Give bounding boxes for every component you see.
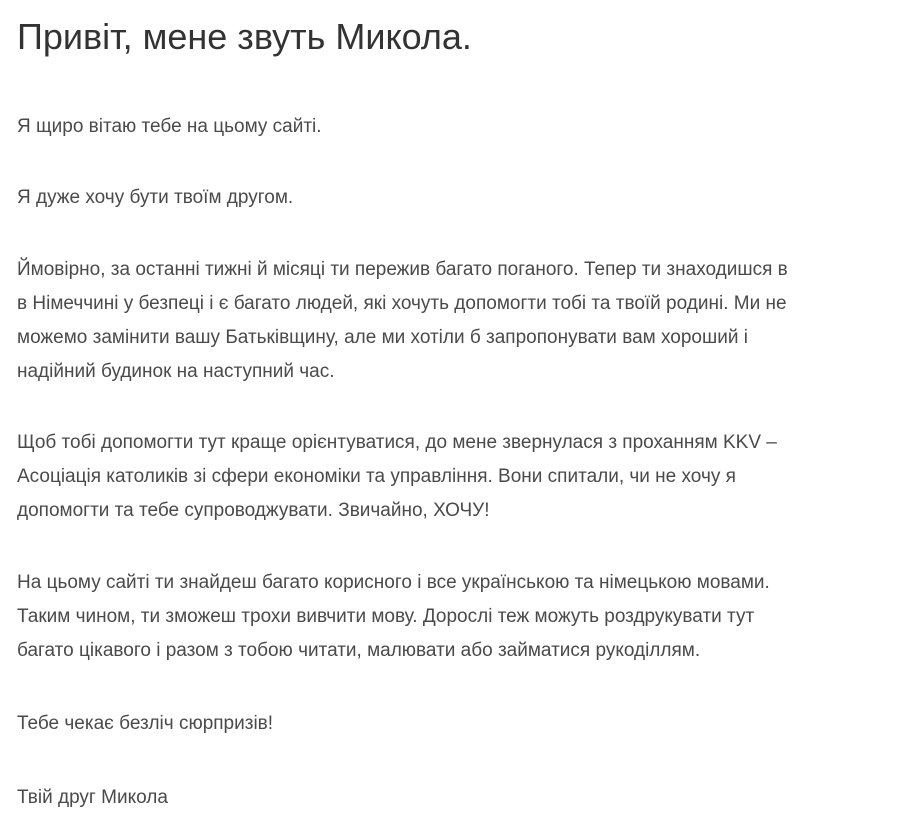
paragraph-line: Ймовірно, за останні тижні й місяці ти пережив багато поганого. Тепер ти знаходишся в — [17, 259, 788, 280]
paragraph-line: можемо замінити вашу Батьківщину, але ми хотіли б запропонувати вам хороший і — [17, 327, 748, 348]
page-title: Привіт, мене звуть Микола. — [17, 16, 472, 57]
paragraph-line: Я дуже хочу бути твоїм другом. — [17, 187, 294, 208]
paragraph-line: в Німеччині у безпеці і є багато людей, які хочуть допомогти тобі та твоїй родині. Ми не — [17, 293, 787, 314]
paragraph-safety — [17, 253, 897, 389]
paragraph-line: Я щиро вітаю тебе на цьому сайті. — [17, 116, 322, 137]
paragraph-line: Твій друг Микола — [17, 787, 168, 808]
paragraph-surprises — [17, 707, 897, 741]
paragraph-line: Щоб тобі допомогти тут краще орієнтуватися, до мене звернулася з проханням KKV – — [17, 432, 777, 453]
paragraph-line: багато цікавого і разом з тобою читати, малювати або займатися рукоділлям. — [17, 640, 701, 661]
paragraph-friend — [17, 181, 897, 215]
paragraph-kkv — [17, 426, 897, 528]
paragraph-line: Таким чином, ти зможеш трохи вивчити мову. Дорослі теж можуть роздрукувати тут — [17, 606, 755, 627]
paragraph-line: На цьому сайті ти знайдеш багато корисного і все українською та німецькою мовами. — [17, 572, 770, 593]
paragraph-line: надійний будинок на наступний час. — [17, 361, 335, 382]
paragraph-languages — [17, 566, 897, 668]
paragraph-line: Тебе чекає безліч сюрпризів! — [17, 713, 274, 734]
paragraph-line: допомогти та тебе супроводжувати. Звичайно, ХОЧУ! — [17, 500, 490, 521]
paragraph-welcome — [17, 110, 897, 144]
paragraph-line: Асоціація католиків зі сфери економіки та управління. Вони спитали, чи не хочу я — [17, 466, 736, 487]
paragraph-signature — [17, 781, 897, 815]
